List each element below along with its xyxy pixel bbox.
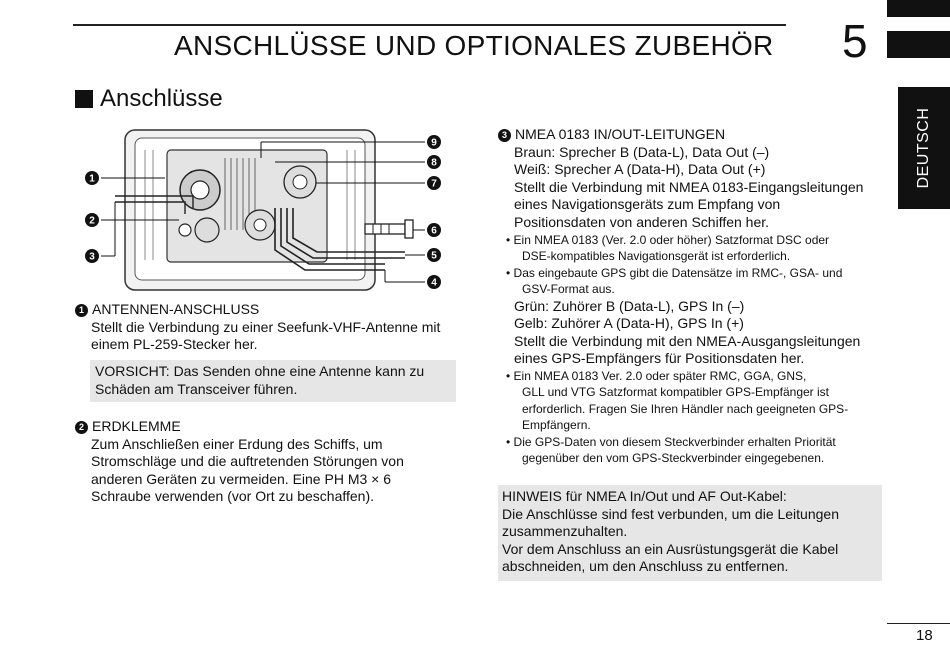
svg-text:9: 9 [431,137,437,149]
item-nmea-heading: 3 NMEA 0183 IN/OUT-LEITUNGEN [498,126,883,144]
item-ground-text-2: Stromschläge und die auftretenden Störungen von [91,453,404,470]
item-ground-text-1: Zum Anschließen einer Erdung des Schiffs, um [91,435,383,452]
note-text-1: Die Anschlüsse sind fest verbunden, um die Leitungen [502,505,839,522]
svg-text:7: 7 [431,178,437,190]
chapter-number: 5 [842,15,868,67]
nmea-in-line-2: Gelb: Zuhörer A (Data-H), GPS In (+) [514,315,744,332]
callout-2 [85,213,99,227]
callout-1 [85,171,99,185]
caution-text-1: VORSICHT: Das Senden ohne eine Antenne kann zu [95,363,425,379]
section-square-icon [75,90,93,108]
callout-3 [85,249,99,263]
nmea-out-line-3: Stellt die Verbindung mit NMEA 0183-Eingangsleitungen [514,178,864,195]
item-ground [75,418,460,506]
language-tab-label: DEUTSCH [915,107,932,189]
nmea-in-bullet-1: • Ein NMEA 0183 Ver. 2.0 oder später RMC, GGA, GNS, GLL und VTG Satzformat kompatibler GPS-Empfänger ist erforderlich. Fragen Sie Ihren Händler nach geeigneten GPS- Empfängern. [506,368,849,433]
nmea-in-bullet-2: • Die GPS-Daten von diesem Steckverbinder erhalten Priorität gegenüber den vom GPS-Steckverbinder eingegebenen. [506,434,836,466]
lower-connector-1 [195,218,219,242]
callout-6 [427,223,441,237]
svg-text:2: 2 [89,215,95,227]
note-text-4: abschneiden, um den Anschluss zu entfernen. [502,558,789,575]
caution-box [90,360,456,402]
svg-text:6: 6 [431,225,437,237]
nmea-in-line-4: eines GPS-Empfängers für Positionsdaten her. [514,350,805,367]
chapter-bar [887,31,950,58]
nmea-in-line-3: Stellt die Verbindung mit den NMEA-Ausgangsleitungen [514,332,861,349]
language-tab [898,87,950,209]
item-antenna-text-1: Stellt die Verbindung zu einer Seefunk-VHF-Antenne mit [91,318,441,335]
nmea-out-line-1: Braun: Sprecher B (Data-L), Data Out (–) [514,143,770,160]
callout-4 [427,275,441,289]
note-box [498,485,882,581]
section-title-text: Anschlüsse [100,85,223,112]
nmea-out-bullet-2: • Das eingebaute GPS gibt die Datensätze im RMC-, GSA- und GSV-Format aus. [506,265,843,297]
section-title [75,85,223,113]
header-rule [73,24,786,26]
item-number-badge: 3 [498,129,511,142]
callout-7 [427,176,441,190]
item-nmea [498,126,883,467]
callout-8 [427,155,441,169]
item-ground-heading: 2 ERDKLEMME [75,418,460,436]
connector-diagram [75,120,460,300]
callout-5 [427,248,441,262]
page-number-rule [887,623,950,624]
item-antenna-text-2: einem PL-259-Stecker her. [91,336,258,353]
item-antenna [75,301,460,354]
note-title: HINWEIS für NMEA In/Out und AF Out-Kabel: [502,488,787,504]
caution-text-2: Schäden am Transceiver führen. [95,380,298,397]
item-number-badge: 1 [75,304,88,317]
nmea-out-bullet-1: • Ein NMEA 0183 (Ver. 2.0 oder höher) Satzformat DSC oder DSE-kompatibles Navigationsgerät ist erforderlich. [506,232,830,264]
item-number-badge: 2 [75,421,88,434]
note-text-3: Vor dem Anschluss an ein Ausrüstungsgerät die Kabel [502,540,839,557]
item-ground-text-4: Schraube verwenden (vor Ort zu beschaffen). [91,488,375,505]
callout-9 [427,135,441,149]
nmea-in-line-1: Grün: Zuhörer B (Data-L), GPS In (–) [514,297,745,314]
svg-text:3: 3 [89,251,95,263]
svg-text:5: 5 [431,250,437,262]
transceiver-rear-illustration [75,120,460,300]
svg-text:1: 1 [89,173,95,185]
nmea-out-line-4: eines Navigationsgeräts zum Empfang von [514,196,781,213]
nmea-out-line-2: Weiß: Sprecher A (Data-H), Data Out (+) [514,161,766,178]
svg-text:8: 8 [431,157,437,169]
note-text-2: zusammenzuhalten. [502,523,628,540]
chapter-bar-top [887,0,950,17]
svg-text:4: 4 [431,277,437,289]
nmea-out-line-5: Positionsdaten von anderen Schiffen her. [514,213,770,230]
item-antenna-heading: 1 ANTENNEN-ANSCHLUSS [75,301,460,319]
item-ground-text-3: anderen Geräten zu vermeiden. Eine PH M3 × 6 [91,470,392,487]
page-number: 18 [916,627,933,644]
page-title: ANSCHLÜSSE UND OPTIONALES ZUBEHÖR [174,30,774,61]
ground-screw [179,224,191,236]
